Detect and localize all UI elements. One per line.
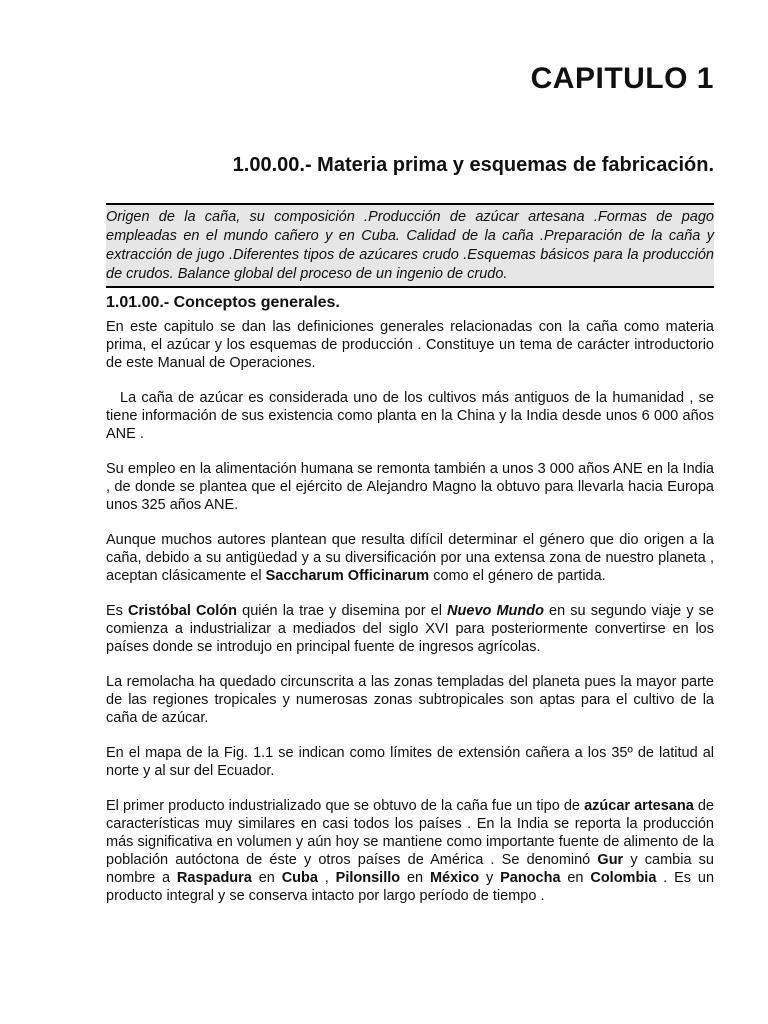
- paragraph-6: La remolacha ha quedado circunscrita a las zonas templadas del planeta pues la mayor parte de las regiones tropicales y numerosas zonas subtropicales son aptas para el cultivo de la caña de azúcar.: [106, 674, 714, 726]
- paragraph-8-text: de características muy similares en casi todos los países . En la India se reporta la producción más significativa en volumen y aún hoy se mantiene como importante fuente de alimento de la población autóctona de éste y otros países de América . Se denominó: [106, 798, 714, 868]
- paragraph-8-text: y: [479, 870, 501, 886]
- paragraph-8: [106, 797, 714, 905]
- subheading: 1.01.00.- Conceptos generales.: [106, 294, 340, 311]
- paragraph-5-text: Es: [106, 603, 129, 619]
- paragraph-8-text: en: [400, 870, 430, 886]
- paragraph-4-text-end: como el género de partida.: [429, 568, 606, 584]
- paragraph-8-text: ,: [317, 870, 336, 886]
- paragraph-7: En el mapa de la Fig. 1.1 se indican como límites de extensión cañera a los 35º de latitud al norte y al sur del Ecuador.: [106, 745, 714, 779]
- country-cuba: Cuba: [281, 870, 318, 886]
- paragraph-2: La caña de azúcar es considerada uno de los cultivos más antiguos de la humanidad , se tiene información de sus existencia como planta en la China y la India desde unos 6 000 años ANE .: [106, 390, 714, 442]
- genus-name: Saccharum Officinarum: [265, 568, 430, 584]
- paragraph-8-text: en: [251, 870, 282, 886]
- section-title: 1.00.00.- Materia prima y esquemas de fabricación.: [232, 154, 714, 176]
- paragraph-8-text-end: . Es un producto integral y se conserva intacto por largo período de tiempo .: [106, 870, 715, 904]
- new-world-term: Nuevo Mundo: [447, 603, 544, 619]
- chapter-title: CAPITULO 1: [530, 62, 714, 95]
- country-colombia: Colombia: [590, 870, 657, 886]
- paragraph-8-text: El primer producto industrializado que se obtuvo de la caña fue un tipo de: [106, 798, 585, 814]
- term-raspadura: Raspadura: [176, 870, 252, 886]
- paragraph-8-text: y cambia su nombre a: [106, 852, 714, 886]
- term-gur: Gur: [597, 852, 624, 868]
- chapter-summary-box: Origen de la caña, su composición .Producción de azúcar artesana .Formas de pago empleadas en el mundo cañero y en Cuba. Calidad de la caña .Preparación de la caña y extracción de jugo .Diferentes tipos de azúcares crudo .Esquemas básicos para la producción de crudos. Balance global del proceso de un ingenio de crudo.: [106, 203, 714, 288]
- term-azucar-artesana: azúcar artesana: [584, 798, 694, 814]
- paragraph-5-text-mid: quién la trae y disemina por el: [237, 603, 448, 619]
- country-mexico: México: [429, 870, 480, 886]
- document-body: [106, 294, 714, 922]
- term-panocha: Panocha: [500, 870, 561, 886]
- paragraph-8-text: en: [560, 870, 591, 886]
- paragraph-4-text: Aunque muchos autores plantean que resulta difícil determinar el género que dio origen a la caña, debido a su antigüedad y a su diversificación por una extensa zona de nuestro planeta , aceptan clásicamente el: [106, 532, 714, 584]
- paragraph-4: [106, 531, 714, 585]
- paragraph-1: En este capitulo se dan las definiciones generales relacionadas con la caña como materia prima, el azúcar y los esquemas de producción . Constituye un tema de carácter introductorio de este Manual de Operaciones.: [106, 319, 714, 371]
- term-pilonsillo: Pilonsillo: [335, 870, 401, 886]
- paragraph-5-text-end: en su segundo viaje y se comienza a industrializar a mediados del siglo XVI para posteriormente convertirse en los países donde se introdujo en principal fuente de ingresos agrícolas.: [106, 603, 714, 655]
- paragraph-3: Su empleo en la alimentación humana se remonta también a unos 3 000 años ANE en la India , de donde se plantea que el ejército de Alejandro Magno la obtuvo para llevarla hacia Europa unos 325 años ANE.: [106, 461, 714, 513]
- person-name: Cristóbal Colón: [128, 603, 238, 619]
- paragraph-5: [106, 602, 714, 656]
